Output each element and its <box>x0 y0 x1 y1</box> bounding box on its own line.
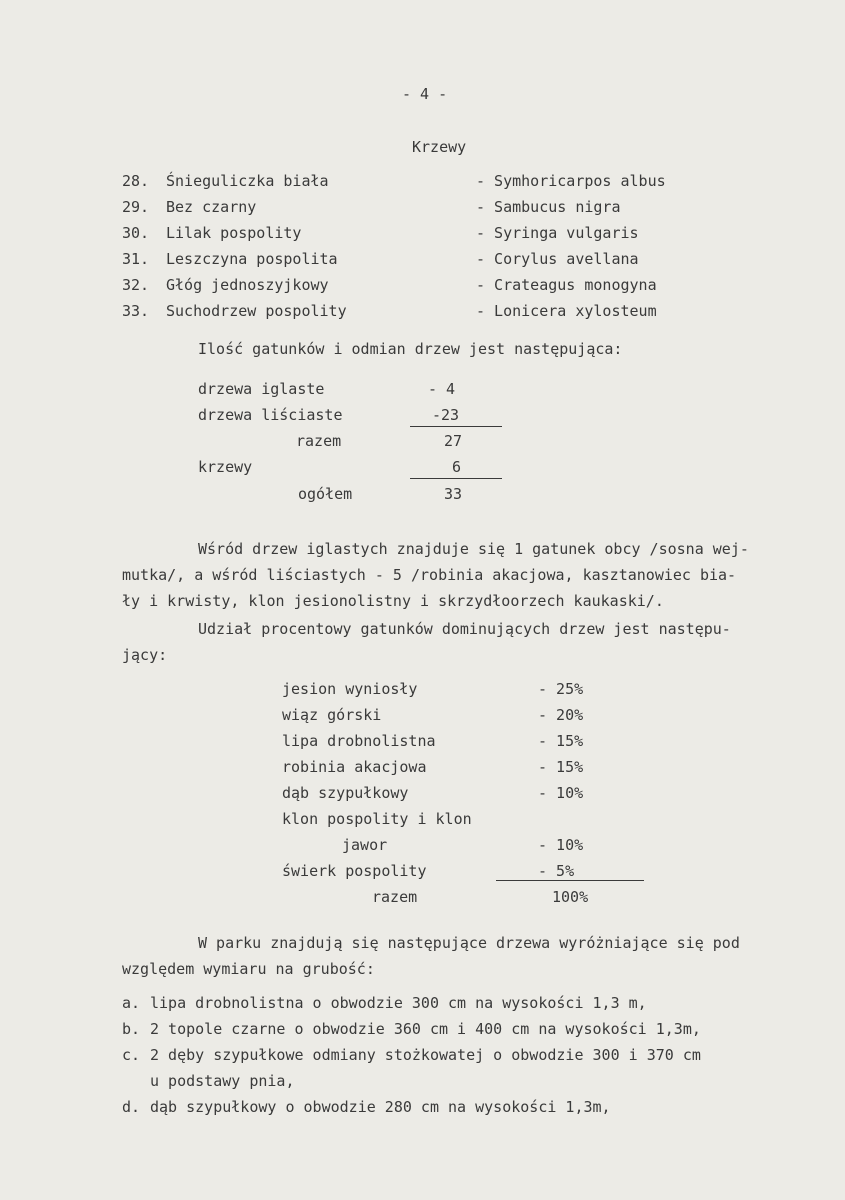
shrub-polish-name: Suchodrzew pospolity <box>166 302 347 320</box>
paragraph-line: Wśród drzew iglastych znajduje się 1 gatunek obcy /sosna wej- <box>198 540 749 558</box>
species-percent: - 10% <box>538 836 584 854</box>
list-item-text: 2 dęby szypułkowe odmiany stożkowatej o obwodzie 300 i 370 cm <box>150 1046 701 1064</box>
shrub-latin-name: - Syringa vulgaris <box>476 224 639 242</box>
species-percent: - 10% <box>538 784 584 802</box>
paragraph-line: względem wymiaru na grubość: <box>122 960 375 978</box>
shrub-count-label: krzewy <box>198 458 253 476</box>
shrub-latin-name: - Symhoricarpos albus <box>476 172 666 190</box>
list-item-text: lipa drobnolistna o obwodzie 300 cm na wysokości 1,3 m, <box>150 994 647 1012</box>
list-letter: d. <box>122 1098 141 1116</box>
deciduous-value: -23 <box>432 406 460 424</box>
shrub-latin-name: - Lonicera xylosteum <box>476 302 657 320</box>
paragraph-line: ły i krwisty, klon jesionolistny i skrzydłoorzech kaukaski/. <box>122 592 664 610</box>
paragraph-line: mutka/, a wśród liściastych - 5 /robinia akacjowa, kasztanowiec bia- <box>122 566 737 584</box>
conifer-value: - 4 <box>428 380 456 398</box>
shrub-latin-name: - Sambucus nigra <box>476 198 621 216</box>
list-item-text: dąb szypułkowy o obwodzie 280 cm na wysokości 1,3m, <box>150 1098 611 1116</box>
shrub-polish-name: Lilak pospolity <box>166 224 302 242</box>
species-percent: - 15% <box>538 758 584 776</box>
sum-label: razem <box>296 432 342 450</box>
shrub-number: 28. <box>122 172 150 190</box>
shrub-number: 31. <box>122 250 150 268</box>
species-name: klon pospolity i klon <box>282 810 472 828</box>
sum-value: 27 <box>444 432 463 450</box>
shrub-latin-name: - Corylus avellana <box>476 250 639 268</box>
total-underline <box>410 478 502 479</box>
section-title: Krzewy <box>412 138 467 156</box>
species-name: świerk pospolity <box>282 862 427 880</box>
shrub-polish-name: Śnieguliczka biała <box>166 172 329 190</box>
list-letter: a. <box>122 994 141 1012</box>
conifer-label: drzewa iglaste <box>198 380 325 398</box>
page-number: - 4 - <box>402 85 448 103</box>
paragraph-line: jący: <box>122 646 168 664</box>
shrub-number: 32. <box>122 276 150 294</box>
species-percent: - 25% <box>538 680 584 698</box>
species-name: lipa drobnolistna <box>282 732 436 750</box>
count-intro: Ilość gatunków i odmian drzew jest następująca: <box>198 340 623 358</box>
shrub-polish-name: Bez czarny <box>166 198 257 216</box>
list-letter: b. <box>122 1020 141 1038</box>
list-item-text: 2 topole czarne o obwodzie 360 cm i 400 cm na wysokości 1,3m, <box>150 1020 701 1038</box>
shrub-polish-name: Głóg jednoszyjkowy <box>166 276 329 294</box>
percent-sum-value: 100% <box>552 888 589 906</box>
shrub-number: 30. <box>122 224 150 242</box>
percent-sum-underline <box>496 880 644 881</box>
shrub-number: 33. <box>122 302 150 320</box>
paragraph-line: W parku znajdują się następujące drzewa wyróżniające się pod <box>198 934 740 952</box>
species-name: wiąz górski <box>282 706 382 724</box>
species-name: jawor <box>342 836 388 854</box>
list-letter: c. <box>122 1046 141 1064</box>
percent-sum-label: razem <box>372 888 418 906</box>
sum-underline <box>410 426 502 427</box>
shrub-number: 29. <box>122 198 150 216</box>
list-item-text: u podstawy pnia, <box>150 1072 295 1090</box>
shrub-polish-name: Leszczyna pospolita <box>166 250 338 268</box>
total-label: ogółem <box>298 485 353 503</box>
total-value: 33 <box>444 485 463 503</box>
species-name: robinia akacjowa <box>282 758 427 776</box>
species-percent: - 20% <box>538 706 584 724</box>
species-name: dąb szypułkowy <box>282 784 409 802</box>
shrub-count-value: 6 <box>452 458 462 476</box>
shrub-latin-name: - Crateagus monogyna <box>476 276 657 294</box>
deciduous-label: drzewa liściaste <box>198 406 343 424</box>
species-percent: - 15% <box>538 732 584 750</box>
paragraph-line: Udział procentowy gatunków dominujących drzew jest następu- <box>198 620 731 638</box>
species-percent: - 5% <box>538 862 575 880</box>
species-name: jesion wyniosły <box>282 680 418 698</box>
